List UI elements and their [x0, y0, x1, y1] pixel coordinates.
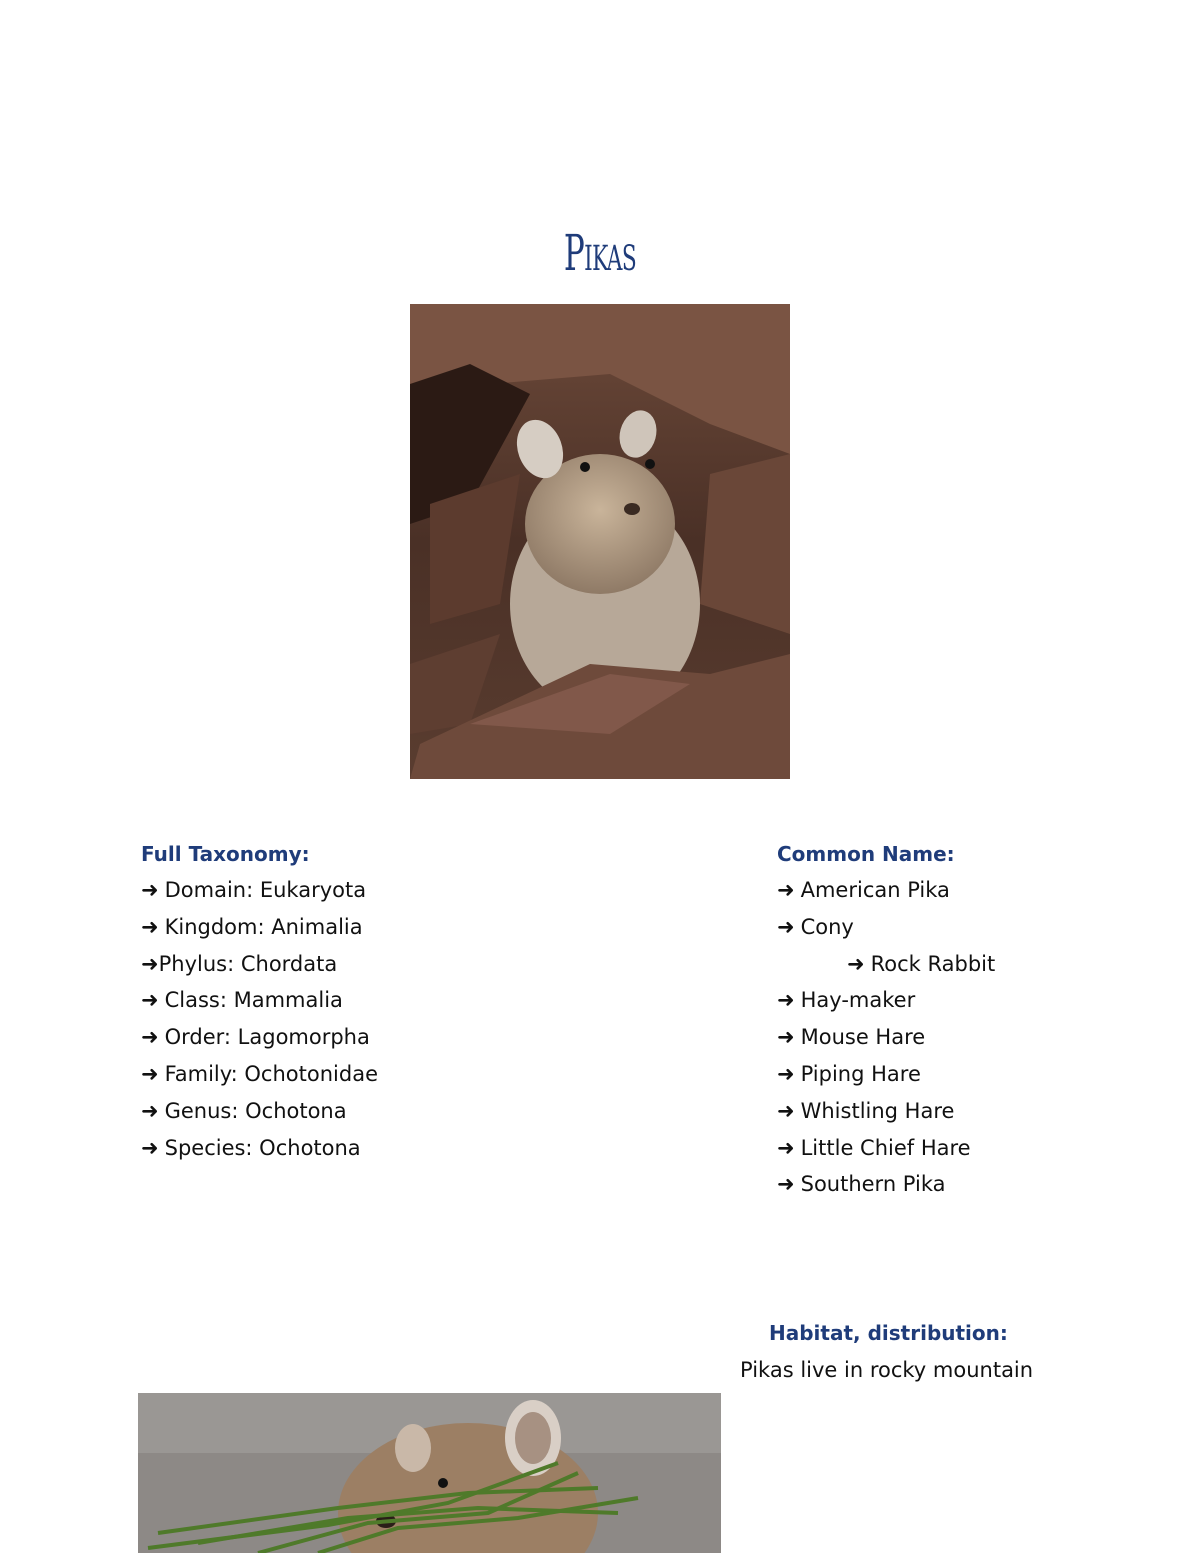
taxonomy-heading: Full Taxonomy: [141, 842, 310, 866]
arrow-icon: ➜ [141, 1135, 159, 1160]
arrow-icon: ➜ [141, 951, 159, 976]
common-name-item [777, 985, 995, 1015]
taxonomy-item [141, 949, 378, 979]
arrow-icon: ➜ [141, 1061, 159, 1086]
taxonomy-item-text: Family: Ochotonidae [164, 1061, 378, 1086]
arrow-icon: ➜ [777, 1061, 795, 1086]
common-names-list [777, 875, 995, 1199]
common-name-item [777, 912, 995, 942]
arrow-icon: ➜ [141, 1025, 159, 1050]
arrow-icon: ➜ [777, 1172, 795, 1197]
arrow-icon: ➜ [777, 1098, 795, 1123]
arrow-icon: ➜ [847, 951, 865, 976]
common-name-item-text: American Pika [800, 878, 950, 902]
taxonomy-item-text: Phylus: Chordata [158, 951, 338, 976]
taxonomy-item-text: Kingdom: Animalia [164, 914, 363, 939]
pika-carrying-grass-photo [138, 1393, 721, 1553]
common-name-item-text: Whistling Hare [800, 1098, 955, 1123]
taxonomy-item [141, 912, 378, 942]
taxonomy-item-text: Species: Ochotona [164, 1135, 361, 1160]
common-name-item [777, 1059, 995, 1089]
common-name-item-text: Cony [800, 914, 854, 939]
taxonomy-item [141, 985, 378, 1015]
arrow-icon: ➜ [777, 1135, 795, 1160]
common-name-item [777, 1022, 995, 1052]
common-name-item [777, 949, 995, 979]
common-name-item-text: Mouse Hare [800, 1025, 926, 1050]
taxonomy-item [141, 1096, 378, 1126]
common-name-item [777, 1169, 995, 1199]
arrow-icon: ➜ [141, 914, 159, 939]
common-name-item [777, 875, 995, 905]
arrow-icon: ➜ [777, 878, 795, 902]
habitat-heading: Habitat, distribution: [769, 1321, 1008, 1345]
arrow-icon: ➜ [777, 1025, 795, 1050]
taxonomy-item [141, 1133, 378, 1163]
common-name-item-text: Piping Hare [800, 1061, 921, 1086]
arrow-icon: ➜ [141, 878, 159, 902]
common-name-item [777, 1096, 995, 1126]
common-names-section [777, 839, 995, 1206]
page-title: Pikas [563, 224, 637, 282]
taxonomy-item [141, 1059, 378, 1089]
common-name-item-text: Southern Pika [800, 1172, 946, 1197]
common-name-item-text: Little Chief Hare [800, 1135, 971, 1160]
arrow-icon: ➜ [777, 988, 795, 1013]
habitat-text: Pikas live in rocky mountain [740, 1358, 1034, 1382]
taxonomy-item [141, 1022, 378, 1052]
taxonomy-item-text: Order: Lagomorpha [164, 1025, 370, 1050]
common-name-item-text: Rock Rabbit [870, 951, 996, 976]
common-name-item-text: Hay-maker [800, 988, 916, 1013]
arrow-icon: ➜ [141, 1098, 159, 1123]
common-names-heading: Common Name: [777, 842, 955, 866]
taxonomy-item [141, 875, 378, 905]
taxonomy-item-text: Domain: Eukaryota [164, 878, 367, 902]
taxonomy-item-text: Class: Mammalia [164, 988, 343, 1013]
taxonomy-list [141, 875, 378, 1163]
arrow-icon: ➜ [141, 988, 159, 1013]
taxonomy-section [141, 839, 378, 1169]
pika-on-rocks-photo [410, 304, 790, 779]
arrow-icon: ➜ [777, 914, 795, 939]
common-name-item [777, 1133, 995, 1163]
taxonomy-item-text: Genus: Ochotona [164, 1098, 347, 1123]
